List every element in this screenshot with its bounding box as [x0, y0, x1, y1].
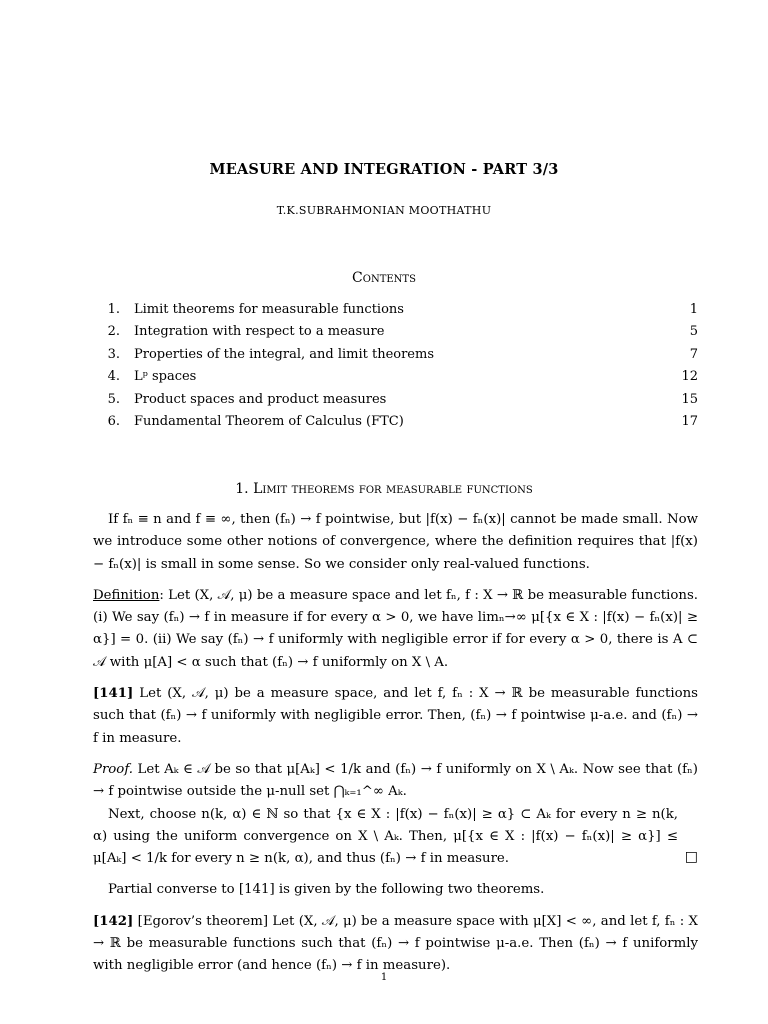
toc-entry	[94, 411, 698, 433]
theorem-141	[93, 683, 698, 750]
toc-page: 17	[681, 413, 698, 429]
toc-entry	[94, 321, 698, 343]
toc-title: Fundamental Theorem of Calculus (FTC)	[134, 413, 404, 429]
paper-title: MEASURE AND INTEGRATION - PART 3/3	[209, 161, 559, 178]
toc-number: 4.	[107, 369, 120, 385]
theorem-label: [142]	[93, 913, 134, 929]
theorem-label: [141]	[93, 686, 134, 702]
toc-number: 3.	[107, 346, 120, 362]
theorem-text: [Egorov’s theorem] Let (X, 𝒜, μ) be a measure space with μ[X] < ∞, and let f, fₙ : X → ℝ be measurable functions such that (fₙ) → f pointwise μ-a.e. Then (fₙ) → f uniformly with negligible error (and hence (fₙ) → f in measure).	[93, 913, 698, 974]
toc-title: Properties of the integral, and limit theorems	[134, 346, 435, 362]
definition-text: : Let (X, 𝒜, μ) be a measure space and let fₙ, f : X → ℝ be measurable functions. (i) We say (fₙ) → f in measure if for every α > 0, we have limₙ→∞ μ[{x ∈ X : |f(x) − fₙ(x)| ≥ α}] = 0. (ii) We say (fₙ) → f uniformly with negligible error if for every α > 0, there is A ⊂ 𝒜 with μ[A] < α such that (fₙ) → f uniformly on X \ A.	[93, 587, 698, 670]
section-body	[93, 509, 698, 987]
toc-title: Integration with respect to a measure	[134, 324, 385, 340]
toc-entry	[94, 366, 698, 388]
page-number: 1	[380, 972, 388, 983]
toc-number: 2.	[107, 324, 120, 340]
theorem-142	[93, 911, 698, 978]
toc-page: 5	[689, 324, 698, 340]
toc-number: 5.	[107, 391, 120, 407]
definition-label: Definition	[93, 587, 160, 603]
author-name: T.K.SUBRAHMONIAN MOOTHATHU	[276, 204, 492, 217]
table-of-contents	[94, 299, 698, 433]
definition-paragraph	[93, 585, 698, 674]
theorem-text: Let (X, 𝒜, μ) be a measure space, and let f, fₙ : X → ℝ be measurable functions such that (fₙ) → f uniformly with negligible error. Then, (fₙ) → f pointwise μ-a.e. and (fₙ) → f in measure.	[93, 686, 698, 746]
toc-page: 1	[689, 302, 698, 317]
qed-symbol: □	[684, 849, 698, 866]
toc-entry	[94, 344, 698, 366]
proof-continuation	[93, 804, 698, 871]
toc-title: Product spaces and product measures	[134, 391, 387, 407]
toc-entry	[94, 299, 698, 321]
toc-title: Lᵖ spaces	[134, 369, 197, 385]
contents-heading: Contents	[352, 270, 416, 286]
intro-paragraph: If fₙ ≡ n and f ≡ ∞, then (fₙ) → f pointwise, but |f(x) − fₙ(x)| cannot be made small. Now we introduce some other notions of convergence, where the definition requires that |f(x) − fₙ(x)| is small in some sense. So we consider only real-valued functions.	[93, 512, 698, 572]
toc-number: 1.	[107, 302, 120, 317]
toc-page: 15	[681, 391, 698, 407]
partial-converse-paragraph: Partial converse to [141] is given by the following two theorems.	[108, 882, 545, 898]
toc-title: Limit theorems for measurable functions	[134, 302, 404, 317]
proof-text: Let Aₖ ∈ 𝒜 be so that μ[Aₖ] < 1/k and (fₙ) → f uniformly on X \ Aₖ. Now see that (fₙ) → f pointwise outside the μ-null set ⋂ₖ₌₁^∞ Aₖ.	[93, 761, 698, 800]
toc-page: 7	[689, 346, 698, 362]
section-heading: 1. Limit theorems for measurable functions	[235, 481, 533, 497]
toc-entry	[94, 389, 698, 411]
proof-continuation-text: Next, choose n(k, α) ∈ ℕ so that {x ∈ X : |f(x) − fₙ(x)| ≥ α} ⊂ Aₖ for every n ≥ n(k, α) using the uniform convergence on X \ Aₖ. Then, μ[{x ∈ X : |f(x) − fₙ(x)| ≥ α}] ≤ μ[Aₖ] < 1/k for every n ≥ n(k, α), and thus (fₙ) → f in measure.	[93, 806, 678, 867]
proof-paragraph	[93, 759, 698, 804]
toc-number: 6.	[107, 413, 120, 429]
toc-page: 12	[681, 369, 698, 385]
proof-label: Proof.	[93, 761, 133, 777]
